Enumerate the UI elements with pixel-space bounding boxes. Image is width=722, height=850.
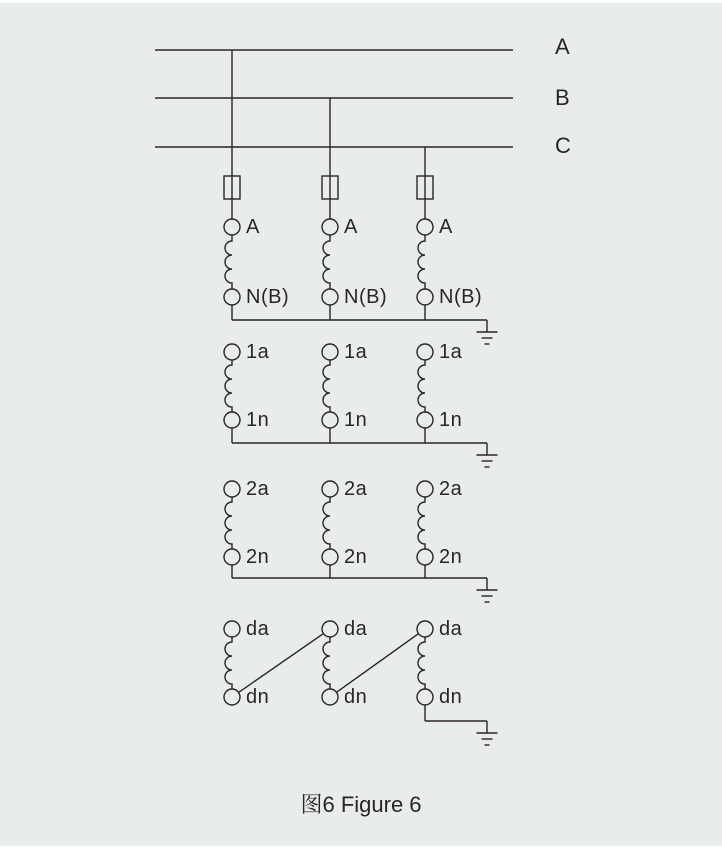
terminal-circle — [322, 219, 338, 235]
winding-label-secondary-winding-2-col2-top: 2a — [344, 478, 368, 500]
terminal-circle — [224, 481, 240, 497]
winding-label-primary-winding-col3-top: A — [439, 216, 453, 238]
winding-coil — [418, 235, 425, 289]
terminal-circle — [224, 549, 240, 565]
winding-coil — [225, 360, 232, 412]
winding-label-primary-winding-col2-top: A — [344, 216, 358, 238]
terminal-circle — [224, 689, 240, 705]
terminal-circle — [224, 344, 240, 360]
terminal-circle — [322, 412, 338, 428]
winding-label-secondary-winding-2-col1-top: 2a — [246, 478, 270, 500]
winding-coil — [323, 360, 330, 412]
winding-label-secondary-winding-1-col3-top: 1a — [439, 341, 463, 363]
ground-symbol — [477, 320, 498, 344]
winding-label-open-delta-winding-col1-top: da — [246, 618, 270, 640]
winding-label-secondary-winding-1-col2-bottom: 1n — [344, 409, 368, 431]
ground-symbol — [477, 721, 498, 745]
terminal-circle — [224, 219, 240, 235]
terminal-circle — [417, 689, 433, 705]
bus-label-b: B — [555, 85, 570, 110]
winding-label-open-delta-winding-col2-bottom: dn — [344, 686, 368, 708]
winding-label-secondary-winding-2-col3-bottom: 2n — [439, 546, 463, 568]
terminal-circle — [417, 219, 433, 235]
winding-coil — [225, 497, 232, 549]
terminal-circle — [322, 549, 338, 565]
winding-label-secondary-winding-1-col2-top: 1a — [344, 341, 368, 363]
winding-coil — [418, 497, 425, 549]
open-delta-link — [337, 634, 419, 693]
ground-symbol — [477, 578, 498, 602]
terminal-circle — [224, 289, 240, 305]
winding-coil — [418, 360, 425, 412]
terminal-circle — [224, 621, 240, 637]
terminal-circle — [417, 289, 433, 305]
terminal-circle — [322, 621, 338, 637]
winding-label-secondary-winding-1-col3-bottom: 1n — [439, 409, 463, 431]
winding-label-primary-winding-col2-bottom: N(B) — [344, 286, 388, 308]
terminal-circle — [322, 289, 338, 305]
terminal-circle — [224, 412, 240, 428]
winding-label-secondary-winding-2-col1-bottom: 2n — [246, 546, 270, 568]
winding-label-secondary-winding-1-col1-bottom: 1n — [246, 409, 270, 431]
winding-label-open-delta-winding-col2-top: da — [344, 618, 368, 640]
terminal-circle — [322, 481, 338, 497]
ground-symbol — [477, 443, 498, 467]
terminal-circle — [322, 689, 338, 705]
bus-label-c: C — [555, 133, 571, 158]
terminal-circle — [417, 621, 433, 637]
winding-coil — [323, 235, 330, 289]
winding-label-primary-winding-col3-bottom: N(B) — [439, 286, 483, 308]
winding-coil — [323, 497, 330, 549]
open-delta-link — [239, 634, 324, 693]
winding-label-secondary-winding-1-col1-top: 1a — [246, 341, 270, 363]
terminal-circle — [417, 344, 433, 360]
winding-label-primary-winding-col1-top: A — [246, 216, 260, 238]
winding-label-secondary-winding-2-col2-bottom: 2n — [344, 546, 368, 568]
winding-coil — [323, 637, 330, 689]
page-margin-bottom — [0, 846, 722, 850]
figure-caption: 图6 Figure 6 — [300, 792, 422, 817]
winding-label-primary-winding-col1-bottom: N(B) — [246, 286, 290, 308]
winding-label-open-delta-winding-col3-bottom: dn — [439, 686, 463, 708]
winding-coil — [418, 637, 425, 689]
terminal-circle — [417, 549, 433, 565]
winding-coil — [225, 235, 232, 289]
terminal-circle — [417, 481, 433, 497]
page-margin-top — [0, 0, 722, 3]
terminal-circle — [322, 344, 338, 360]
terminal-circle — [417, 412, 433, 428]
winding-label-open-delta-winding-col3-top: da — [439, 618, 463, 640]
winding-label-open-delta-winding-col1-bottom: dn — [246, 686, 270, 708]
bus-label-a: A — [555, 34, 570, 59]
winding-coil — [225, 637, 232, 689]
winding-label-secondary-winding-2-col3-top: 2a — [439, 478, 463, 500]
